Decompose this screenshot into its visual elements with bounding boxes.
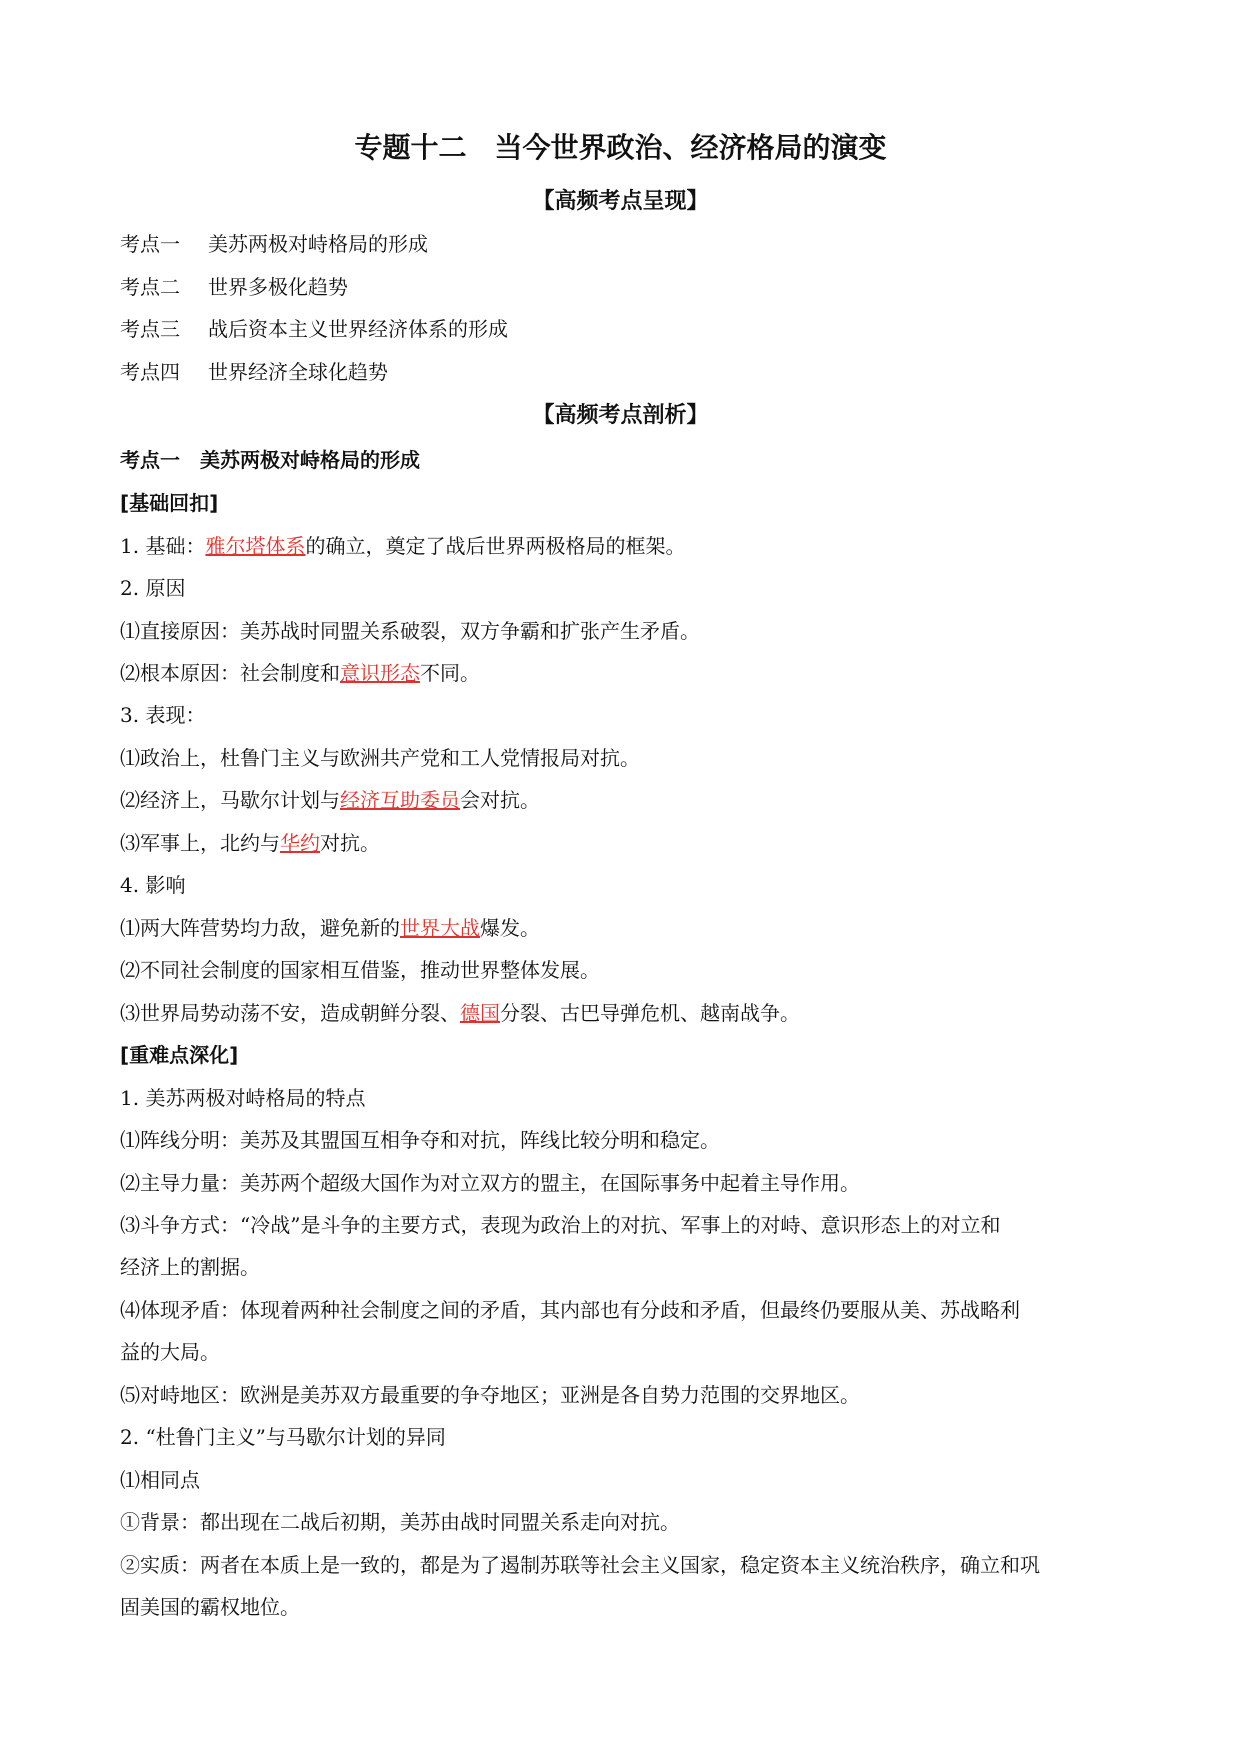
text-line: 3. 表现： [120, 703, 206, 727]
text-span: 考点四 [120, 360, 180, 384]
text-line [120, 913, 1130, 943]
text-line: 2. 原因 [120, 576, 186, 600]
text-span: 1. 基础： [120, 534, 206, 558]
text-line: ①背景：都出现在二战后初期，美苏由战时同盟关系走向对抗。 [120, 1510, 680, 1534]
text-span: 世界经济全球化趋势 [208, 360, 388, 384]
text-line [120, 998, 1130, 1028]
text-span: 分裂、古巴导弹危机、越南战争。 [500, 1001, 800, 1025]
text-line: ⑴政治上，杜鲁门主义与欧洲共产党和工人党情报局对抗。 [120, 746, 640, 770]
text-line: ⑴阵线分明：美苏及其盟国互相争夺和对抗，阵线比较分明和稳定。 [120, 1128, 720, 1152]
text-span: 对抗。 [320, 831, 380, 855]
kaodian-item [120, 314, 1130, 344]
text-span: ⑴两大阵营势均力敌，避免新的 [120, 916, 400, 940]
text-line: 2. “杜鲁门主义”与马歇尔计划的异同 [120, 1425, 446, 1449]
text-line: ⑸对峙地区：欧洲是美苏双方最重要的争夺地区；亚洲是各自势力范围的交界地区。 [120, 1383, 860, 1407]
text-span: 不同。 [420, 661, 480, 685]
text-span: ⑵经济上，马歇尔计划与 [120, 788, 340, 812]
text-line: ⑷体现矛盾：体现着两种社会制度之间的矛盾，其内部也有分歧和矛盾，但最终仍要服从美、苏战略利 [120, 1298, 1020, 1322]
subsection-heading: [基础回扣] [120, 491, 219, 515]
text-line: ⑶斗争方式：“冷战”是斗争的主要方式，表现为政治上的对抗、军事上的对峙、意识形态上的对立和 [120, 1213, 1001, 1237]
text-line: ②实质：两者在本质上是一致的，都是为了遏制苏联等社会主义国家，稳定资本主义统治秩序，确立和巩 [120, 1553, 1040, 1577]
section-title: 考点一 美苏两极对峙格局的形成 [120, 448, 420, 472]
text-span: 考点一 [120, 232, 180, 256]
text-span: 世界多极化趋势 [208, 275, 348, 299]
kaodian-item [120, 357, 1130, 387]
heading-kaodian-pouxi: 【高频考点剖析】 [532, 403, 709, 428]
key-term: 意识形态 [340, 661, 420, 685]
kaodian-item [120, 272, 1130, 302]
page-title: 专题十二 当今世界政治、经济格局的演变 [354, 131, 887, 164]
text-line [120, 531, 1130, 561]
text-span: 考点三 [120, 317, 180, 341]
text-span: 爆发。 [480, 916, 540, 940]
text-line [120, 785, 1130, 815]
subsection-heading: [重难点深化] [120, 1043, 239, 1067]
text-span: ⑶军事上，北约与 [120, 831, 280, 855]
text-line: ⑵主导力量：美苏两个超级大国作为对立双方的盟主，在国际事务中起着主导作用。 [120, 1171, 860, 1195]
key-term: 德国 [460, 1001, 500, 1025]
text-line: ⑵不同社会制度的国家相互借鉴，推动世界整体发展。 [120, 958, 600, 982]
text-line: 1. 美苏两极对峙格局的特点 [120, 1086, 366, 1110]
kaodian-item [120, 229, 1130, 259]
text-span: 战后资本主义世界经济体系的形成 [208, 317, 508, 341]
text-line [120, 658, 1130, 688]
key-term: 经济互助委员 [340, 788, 460, 812]
key-term: 世界大战 [400, 916, 480, 940]
text-line: ⑴直接原因：美苏战时同盟关系破裂，双方争霸和扩张产生矛盾。 [120, 619, 700, 643]
key-term: 雅尔塔体系 [205, 534, 306, 558]
text-span: ⑶世界局势动荡不安，造成朝鲜分裂、 [120, 1001, 460, 1025]
text-line: ⑴相同点 [120, 1468, 200, 1492]
text-span: 会对抗。 [460, 788, 540, 812]
text-line: 益的大局。 [120, 1340, 220, 1364]
key-term: 华约 [280, 831, 320, 855]
text-span: 美苏两极对峙格局的形成 [208, 232, 428, 256]
text-span: 考点二 [120, 275, 180, 299]
text-line: 固美国的霸权地位。 [120, 1595, 300, 1619]
text-span: ⑵根本原因：社会制度和 [120, 661, 340, 685]
text-span: 的确立，奠定了战后世界两极格局的框架。 [305, 534, 686, 558]
text-line [120, 828, 1130, 858]
text-line: 4. 影响 [120, 873, 186, 897]
text-line: 经济上的割据。 [120, 1255, 260, 1279]
heading-kaodian-chengxian: 【高频考点呈现】 [532, 189, 709, 214]
